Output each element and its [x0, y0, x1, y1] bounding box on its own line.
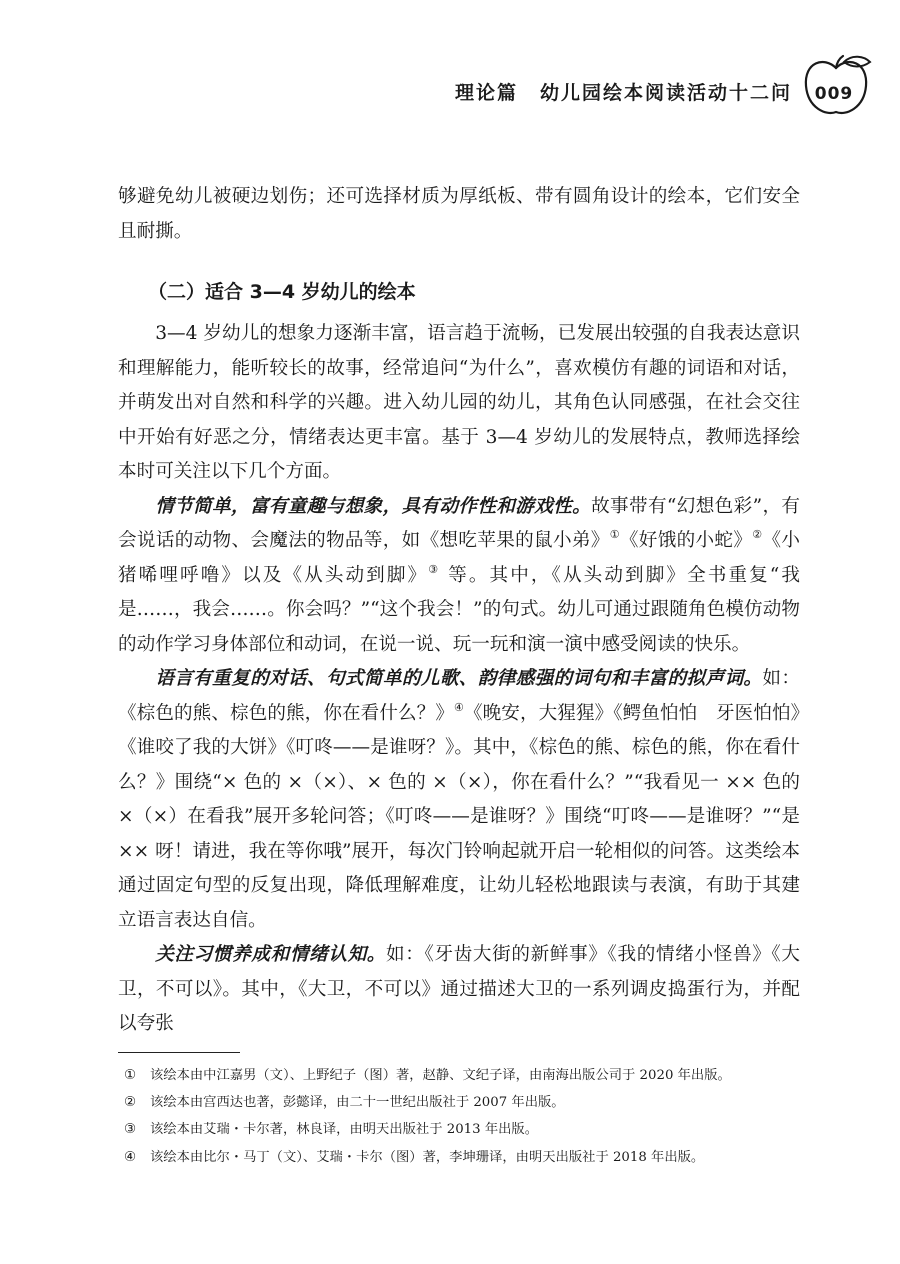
- footnote: [124, 1089, 814, 1116]
- footnote-mark: ②: [124, 1095, 136, 1111]
- footnote: [124, 1116, 814, 1143]
- header-text: [455, 78, 792, 105]
- footnote-divider: [118, 1052, 240, 1053]
- footnote-text: 该绘本由宫西达也著，彭懿译，由二十一世纪出版社于 2007 年出版。: [150, 1095, 565, 1111]
- paragraph-lead: 关注习惯养成和情绪认知。: [155, 944, 387, 965]
- footnote-mark: ④: [124, 1149, 136, 1165]
- paragraph-lead: 情节简单，富有童趣与想象，具有动作性和游戏性。: [155, 495, 592, 517]
- footnote-ref: ②: [752, 528, 763, 541]
- header-title: 幼儿园绘本阅读活动十二问: [539, 82, 792, 104]
- paragraph-text: 故事带有“幻想色彩”，有会说话的动物、会魔法的物品等，如《想吃苹果的鼠小弟》: [118, 495, 800, 551]
- page-body: [118, 180, 800, 1042]
- paragraph-text: 如：《棕色的熊、棕色的熊，你在看什么？》: [118, 668, 800, 724]
- footnote-mark: ①: [124, 1068, 136, 1083]
- paragraph-text: 等。其中，《从头动到脚》全书重复“我是……，我会……。你会吗？”“这个我会！”的句式。幼儿可通过跟随角色模仿动物的动作学习身体部位和动词，在说一说、玩一玩和演一演中感受阅读的快乐。: [118, 564, 800, 655]
- paragraph-text: 如：《牙齿大街的新鲜事》《我的情绪小怪兽》《大卫，不可以》。其中，《大卫，不可以》通过描述大卫的一系列调皮捣蛋行为，并配以夸张: [118, 944, 800, 1034]
- paragraph-habits: [118, 938, 800, 1042]
- continued-paragraph: 够避免幼儿被硬边划伤；还可选择材质为厚纸板、带有圆角设计的绘本，它们安全且耐撕。: [118, 186, 800, 242]
- footnote-text: 该绘本由中江嘉男（文）、上野纪子（图）著，赵静、文纪子译，由南海出版公司于 2020 年出版。: [150, 1068, 731, 1083]
- paragraph-text: 《晚安，大猩猩》《鳄鱼怕怕 牙医怕怕》《谁咬了我的大饼》《叮咚——是谁呀？》。其中，《棕色的熊、棕色的熊，你在看什么？》围绕“× 色的 ×（×）、× 色的 ×（×），你在看什么？”“我看见一 ×× 色的 ×（×）在看我”展开多轮问答；《叮咚——是谁呀？》围绕“叮咚——是谁呀？”“是 ×× 呀！请进，我在等你哦”展开，每次门铃响起就开启一轮相似的问答。这类绘本通过固定句型的反复出现，降低理解难度，让幼儿轻松地跟读与表演，有助于其建立语言表达自信。: [118, 702, 800, 931]
- section-title: （二）适合 3—4 岁幼儿的绘本: [148, 281, 416, 303]
- footnote-ref: ④: [454, 700, 464, 714]
- running-header: [0, 72, 900, 116]
- header-part: 理论篇: [454, 82, 518, 104]
- footnote-text: 该绘本由艾瑞・卡尔著，林良译，由明天出版社于 2013 年出版。: [150, 1122, 539, 1138]
- paragraph-text: 《小猪唏哩呼噜》以及《从头动到脚》: [118, 530, 800, 586]
- footnote-ref: ①: [609, 528, 620, 541]
- paragraph-plot: [118, 490, 800, 663]
- footnote-text: 该绘本由比尔・马丁（文）、艾瑞・卡尔（图）著，李坤珊译，由明天出版社于 2018 年出版。: [150, 1149, 705, 1165]
- footnote-mark: ③: [124, 1122, 136, 1138]
- paragraph-language: [118, 662, 800, 938]
- paragraph-lead: 语言有重复的对话、句式简单的儿歌、韵律感强的词句和丰富的拟声词。: [155, 668, 763, 689]
- footnotes: [124, 1062, 814, 1171]
- paragraph-text: 《好饿的小蛇》: [619, 530, 753, 551]
- footnote: [124, 1144, 814, 1171]
- footnote: [124, 1062, 814, 1089]
- page-number: 009: [814, 84, 854, 104]
- footnote-ref: ③: [428, 562, 441, 576]
- intro-paragraph: 3—4 岁幼儿的想象力逐渐丰富，语言趋于流畅，已发展出较强的自我表达意识和理解能力，能听较长的故事，经常追问“为什么”，喜欢模仿有趣的词语和对话，并萌发出对自然和科学的兴趣。进入幼儿园的幼儿，其角色认同感强，在社会交往中开始有好恶之分，情绪表达更丰富。基于 3—4 岁幼儿的发展特点，教师选择绘本时可关注以下几个方面。: [118, 323, 800, 482]
